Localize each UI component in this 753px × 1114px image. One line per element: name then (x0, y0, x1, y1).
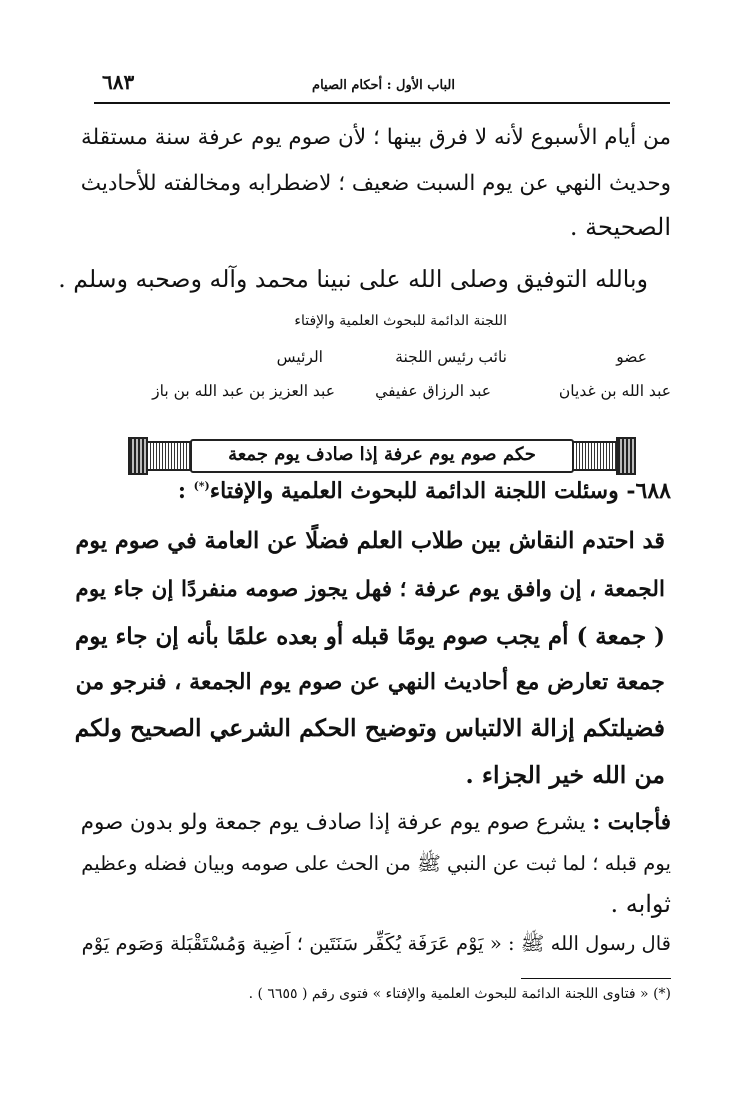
answer-label: فأجابت : (592, 810, 671, 835)
banner-cap-left (128, 437, 148, 475)
council-name: اللجنة الدائمة للبحوث العلمية والإفتاء (294, 313, 507, 329)
hadith-line: قال رسول الله ﷺ : « يَوْم عَرَفَة يُكَفِّر سَنَتَين ؛ اَضِية وَمُسْتَقْبَلة وَصَوم يَوْم (81, 932, 671, 955)
footnote-marker: (*) (193, 479, 210, 493)
role-chair: الرئيس (276, 348, 323, 366)
intro-line-3: الصحيحة . (569, 213, 671, 241)
section-banner (130, 437, 634, 473)
footnote: (*) « فتاوى اللجنة الدائمة للبحوث العلمية والإفتاء » فتوى رقم ( ٦٦٥٥ ) . (248, 986, 671, 1002)
question-number-text: ٦٨٨- وسئلت اللجنة الدائمة للبحوث العلمية والإفتاء (209, 478, 671, 504)
role-vice-chair: نائب رئيس اللجنة (395, 348, 507, 366)
intro-line-1: من أيام الأسبوع لأنه لا فرق بينها ؛ لأن صوم يوم عرفة سنة مستقلة (81, 125, 671, 150)
question-line-4: جمعة تعارض مع أحاديث النهي عن صوم يوم الجمعة ، فنرجو من (75, 669, 665, 695)
closing-line: وبالله التوفيق وصلى الله على نبينا محمد وآله وصحبه وسلم . (58, 265, 648, 293)
question-line-5: فضيلتكم إزالة الالتباس وتوضيح الحكم الشرعي الصحيح ولكم (74, 714, 665, 742)
answer-text-1: يشرع صوم يوم عرفة إذا صادف يوم جمعة ولو بدون صوم (80, 810, 593, 835)
intro-line-2: وحديث النهي عن يوم السبت ضعيف ؛ لاضطرابه ومخالفته للأحاديث (80, 171, 671, 196)
member-name-2: عبد الرزاق عفيفي (375, 382, 491, 400)
member-name-3: عبد العزيز بن عبد الله بن باز (152, 382, 335, 400)
page-number: ٦٨٣ (102, 70, 135, 94)
footnote-rule (521, 978, 671, 979)
member-name-1: عبد الله بن غديان (558, 382, 671, 400)
answer-line-1 (81, 810, 671, 835)
section-title: حكم صوم يوم عرفة إذا صادف يوم جمعة (190, 439, 574, 473)
banner-cap-right (616, 437, 636, 475)
answer-line-2: يوم قبله ؛ لما ثبت عن النبي ﷺ من الحث على صومه وبيان فضله وعظيم (81, 852, 671, 875)
question-line-3: ( جمعة ) أم يجب صوم يومًا قبله أو بعده علمًا بأنه إن جاء يوم (75, 623, 665, 650)
role-member: عضو (616, 348, 647, 366)
page-header (94, 62, 670, 104)
question-line-6: من الله خير الجزاء . (465, 761, 665, 789)
question-line-1: قد احتدم النقاش بين طلاب العلم فضلًا عن العامة في صوم يوم (75, 528, 665, 554)
answer-line-3: ثوابه . (610, 890, 671, 918)
chapter-title: الباب الأول : أحكام الصيام (312, 78, 455, 93)
question-heading (178, 478, 671, 504)
question-line-2: الجمعة ، إن وافق يوم عرفة ؛ فهل يجوز صومه منفردًا إن جاء يوم (75, 577, 665, 602)
question-heading-tail: : (177, 478, 194, 504)
